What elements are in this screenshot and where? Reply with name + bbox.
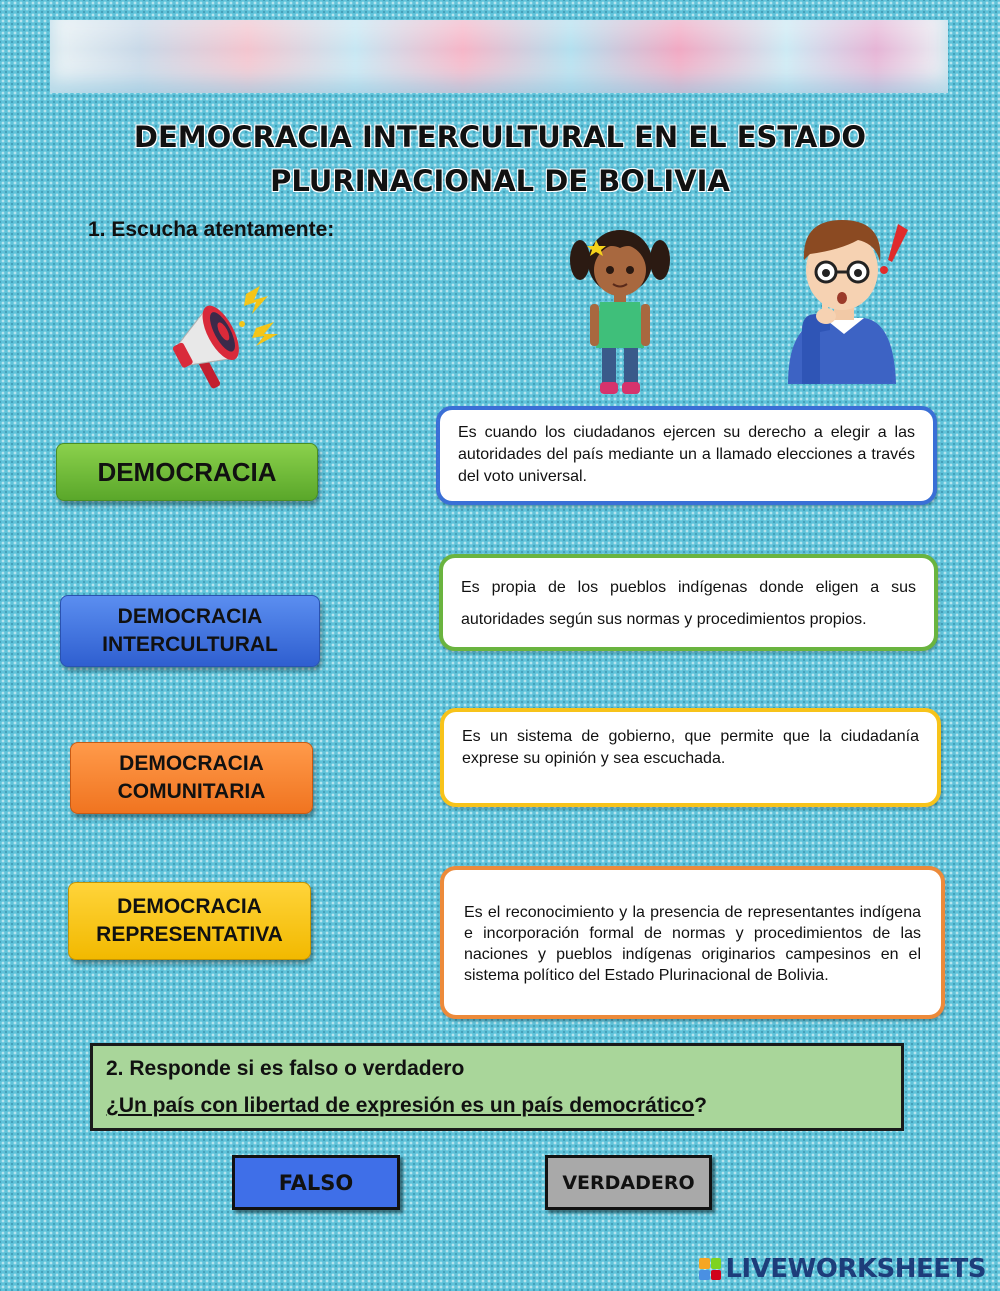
title-line-1: DEMOCRACIA INTERCULTURAL EN EL ESTADO (133, 120, 867, 154)
term-label-line1: DEMOCRACIA (117, 895, 262, 918)
question-mark: ? (694, 1094, 707, 1117)
definition-text: Es cuando los ciudadanos ejercen su derecho a elegir a las autoridades del país mediante un a llamado elecciones a través del voto universal. (458, 424, 915, 485)
page-title (60, 115, 940, 203)
definition-card-4[interactable] (440, 866, 945, 1019)
definition-text: Es un sistema de gobierno, que permite que la ciudadanía exprese su opinión y sea escuchada. (462, 728, 919, 767)
liveworksheets-logo[interactable] (699, 1254, 986, 1284)
question-box (90, 1043, 904, 1131)
definition-text: Es propia de los pueblos indígenas donde eligen a sus autoridades según sus normas y procedimientos propios. (461, 579, 916, 628)
verdadero-button[interactable]: VERDADERO (545, 1155, 712, 1210)
term-label-line1: DEMOCRACIA (119, 752, 264, 775)
term-democracia-intercultural[interactable] (60, 595, 320, 667)
term-label: DEMOCRACIA (97, 456, 277, 487)
term-democracia-representativa[interactable] (68, 882, 311, 960)
logo-text: LIVEWORKSHEETS (725, 1254, 986, 1284)
girl-illustration (566, 222, 674, 398)
term-democracia-comunitaria[interactable] (70, 742, 313, 814)
definition-card-3[interactable] (440, 708, 941, 807)
step1-label: 1. Escucha atentamente: (88, 218, 335, 241)
definition-card-2[interactable] (439, 554, 938, 651)
title-line-2: PLURINACIONAL DE BOLIVIA (270, 164, 730, 198)
logo-mark-icon (699, 1258, 721, 1280)
header-banner (50, 20, 948, 93)
question-text (106, 1086, 888, 1126)
term-label-line2: REPRESENTATIVA (96, 923, 283, 946)
term-label-line1: DEMOCRACIA (117, 605, 263, 628)
question-text-underlined: ¿Un país con libertad de expresión es un país democrático (106, 1094, 695, 1117)
thinking-boy-illustration (780, 210, 915, 384)
term-label-line2: INTERCULTURAL (102, 633, 278, 656)
definition-card-1[interactable] (436, 406, 937, 505)
megaphone-icon[interactable] (160, 284, 280, 396)
term-democracia[interactable] (56, 443, 318, 501)
falso-button[interactable]: FALSO (232, 1155, 400, 1210)
term-label-line2: COMUNITARIA (117, 780, 266, 803)
definition-text: Es el reconocimiento y la presencia de representantes indígena e incorporación formal de normas y procedimientos de las naciones y pueblos indígenas originarios campesinos en el sistema político del Estado Plurinacional de Bolivia. (464, 904, 921, 984)
question-title: 2. Responde si es falso o verdadero (106, 1057, 465, 1080)
